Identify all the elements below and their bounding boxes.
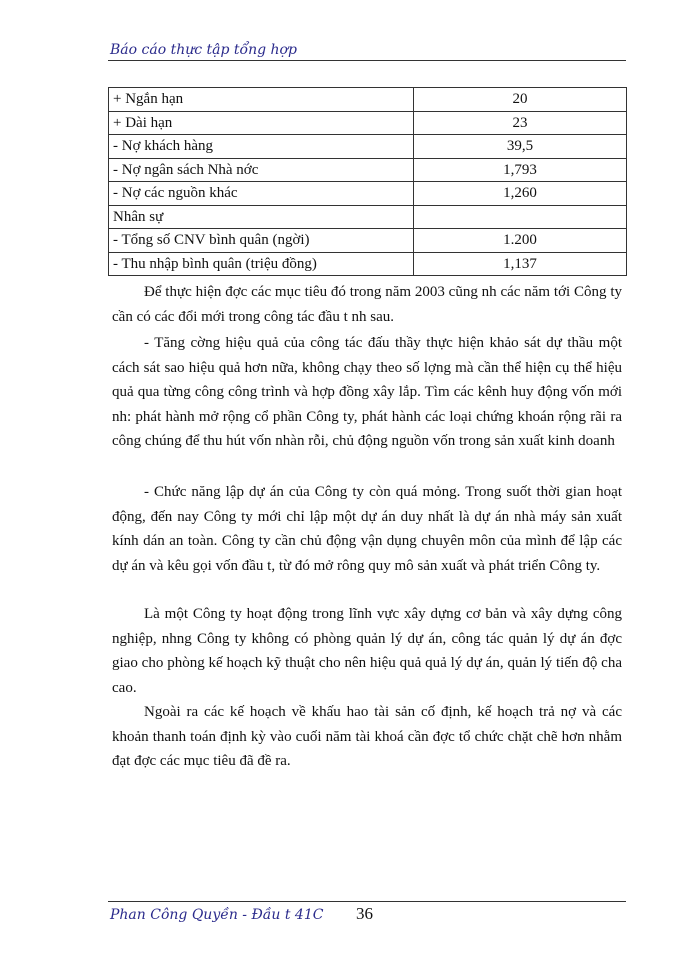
table-row — [109, 205, 627, 229]
row-value: 23 — [414, 111, 627, 135]
paragraph-investment-plan: Để thực hiện đợc các mục tiêu đó trong năm 2003 cũng nh các năm tới Công ty cần có các đổi mới trong công tác đầu t nh sau. — [112, 284, 622, 325]
table-row — [109, 229, 627, 253]
footer-rule — [108, 901, 626, 902]
row-label: - Nợ khách hàng — [109, 135, 414, 159]
row-label: - Nợ ngân sách Nhà nớc — [109, 158, 414, 182]
page-number: 36 — [356, 904, 373, 923]
paragraph-project-function: - Chức năng lập dự án của Công ty còn quá mỏng. Trong suốt thời gian hoạt động, đến nay Công ty mới chỉ lập một dự án duy nhất là dự án nhà máy sản xuất kính dán an toàn. Công ty cần chủ động vận dụng chuyên môn của mình để lập các dự án và kêu gọi vốn đầu t, từ đó mở rông quy mô sản xuất và phát triển Công ty. — [112, 484, 622, 574]
paragraph-depreciation: Ngoài ra các kế hoạch về khấu hao tài sản cố định, kế hoạch trả nợ và các khoản thanh toán định kỳ vào cuối năm tài khoá cần đợc tổ chức chặt chẽ hơn nhằm đạt đợc các mục tiêu đã đề ra. — [112, 704, 622, 769]
financial-table — [108, 87, 627, 276]
row-label: Nhân sự — [109, 205, 414, 229]
row-value: 1,793 — [414, 158, 627, 182]
row-value: 1,137 — [414, 252, 627, 276]
table-row — [109, 252, 627, 276]
row-label: - Thu nhập bình quân (triệu đồng) — [109, 252, 414, 276]
row-value: 39,5 — [414, 135, 627, 159]
header-rule — [108, 60, 626, 61]
paragraph-bidding: - Tăng cờng hiệu quả của công tác đấu thầy thực hiện khảo sát dự thầu một cách sát sao hiệu quả hơn nữa, không chạy theo số lợng mà cần thể hiện cụ thể hiệu quả qua từng công công trình và hợp đồng xây lắp. Tìm các kênh huy động vốn mới nh: phát hành mở rộng cổ phần Công ty, phát hành các loại chứng khoán rộng rãi ra công chúng để thu hút vốn nhàn rỗi, chủ động nguồn vốn trong sản xuất kinh doanh — [112, 335, 622, 449]
row-label: - Nợ các nguồn khác — [109, 182, 414, 206]
table-row — [109, 158, 627, 182]
paragraph-project-management: Là một Công ty hoạt động trong lĩnh vực xây dựng cơ bản và xây dựng công nghiệp, nhng Công ty không có phòng quản lý dự án, công tác quản lý dự án đợc giao cho phòng kế hoạch kỹ thuật cho nên hiệu quả quả lý dự án, quản lý tiến độ cha cao. — [112, 606, 622, 696]
row-value — [414, 205, 627, 229]
table-row — [109, 88, 627, 112]
row-label: + Dài hạn — [109, 111, 414, 135]
row-label: - Tổng số CNV bình quân (ngời) — [109, 229, 414, 253]
row-value: 1.200 — [414, 229, 627, 253]
table-row — [109, 111, 627, 135]
table-row — [109, 135, 627, 159]
row-label: + Ngắn hạn — [109, 88, 414, 112]
row-value: 20 — [414, 88, 627, 112]
row-value: 1,260 — [414, 182, 627, 206]
header-title: Báo cáo thực tập tổng hợp — [110, 42, 297, 58]
table-row — [109, 182, 627, 206]
footer-author: Phan Công Quyền - Đầu t 41C — [110, 907, 324, 923]
